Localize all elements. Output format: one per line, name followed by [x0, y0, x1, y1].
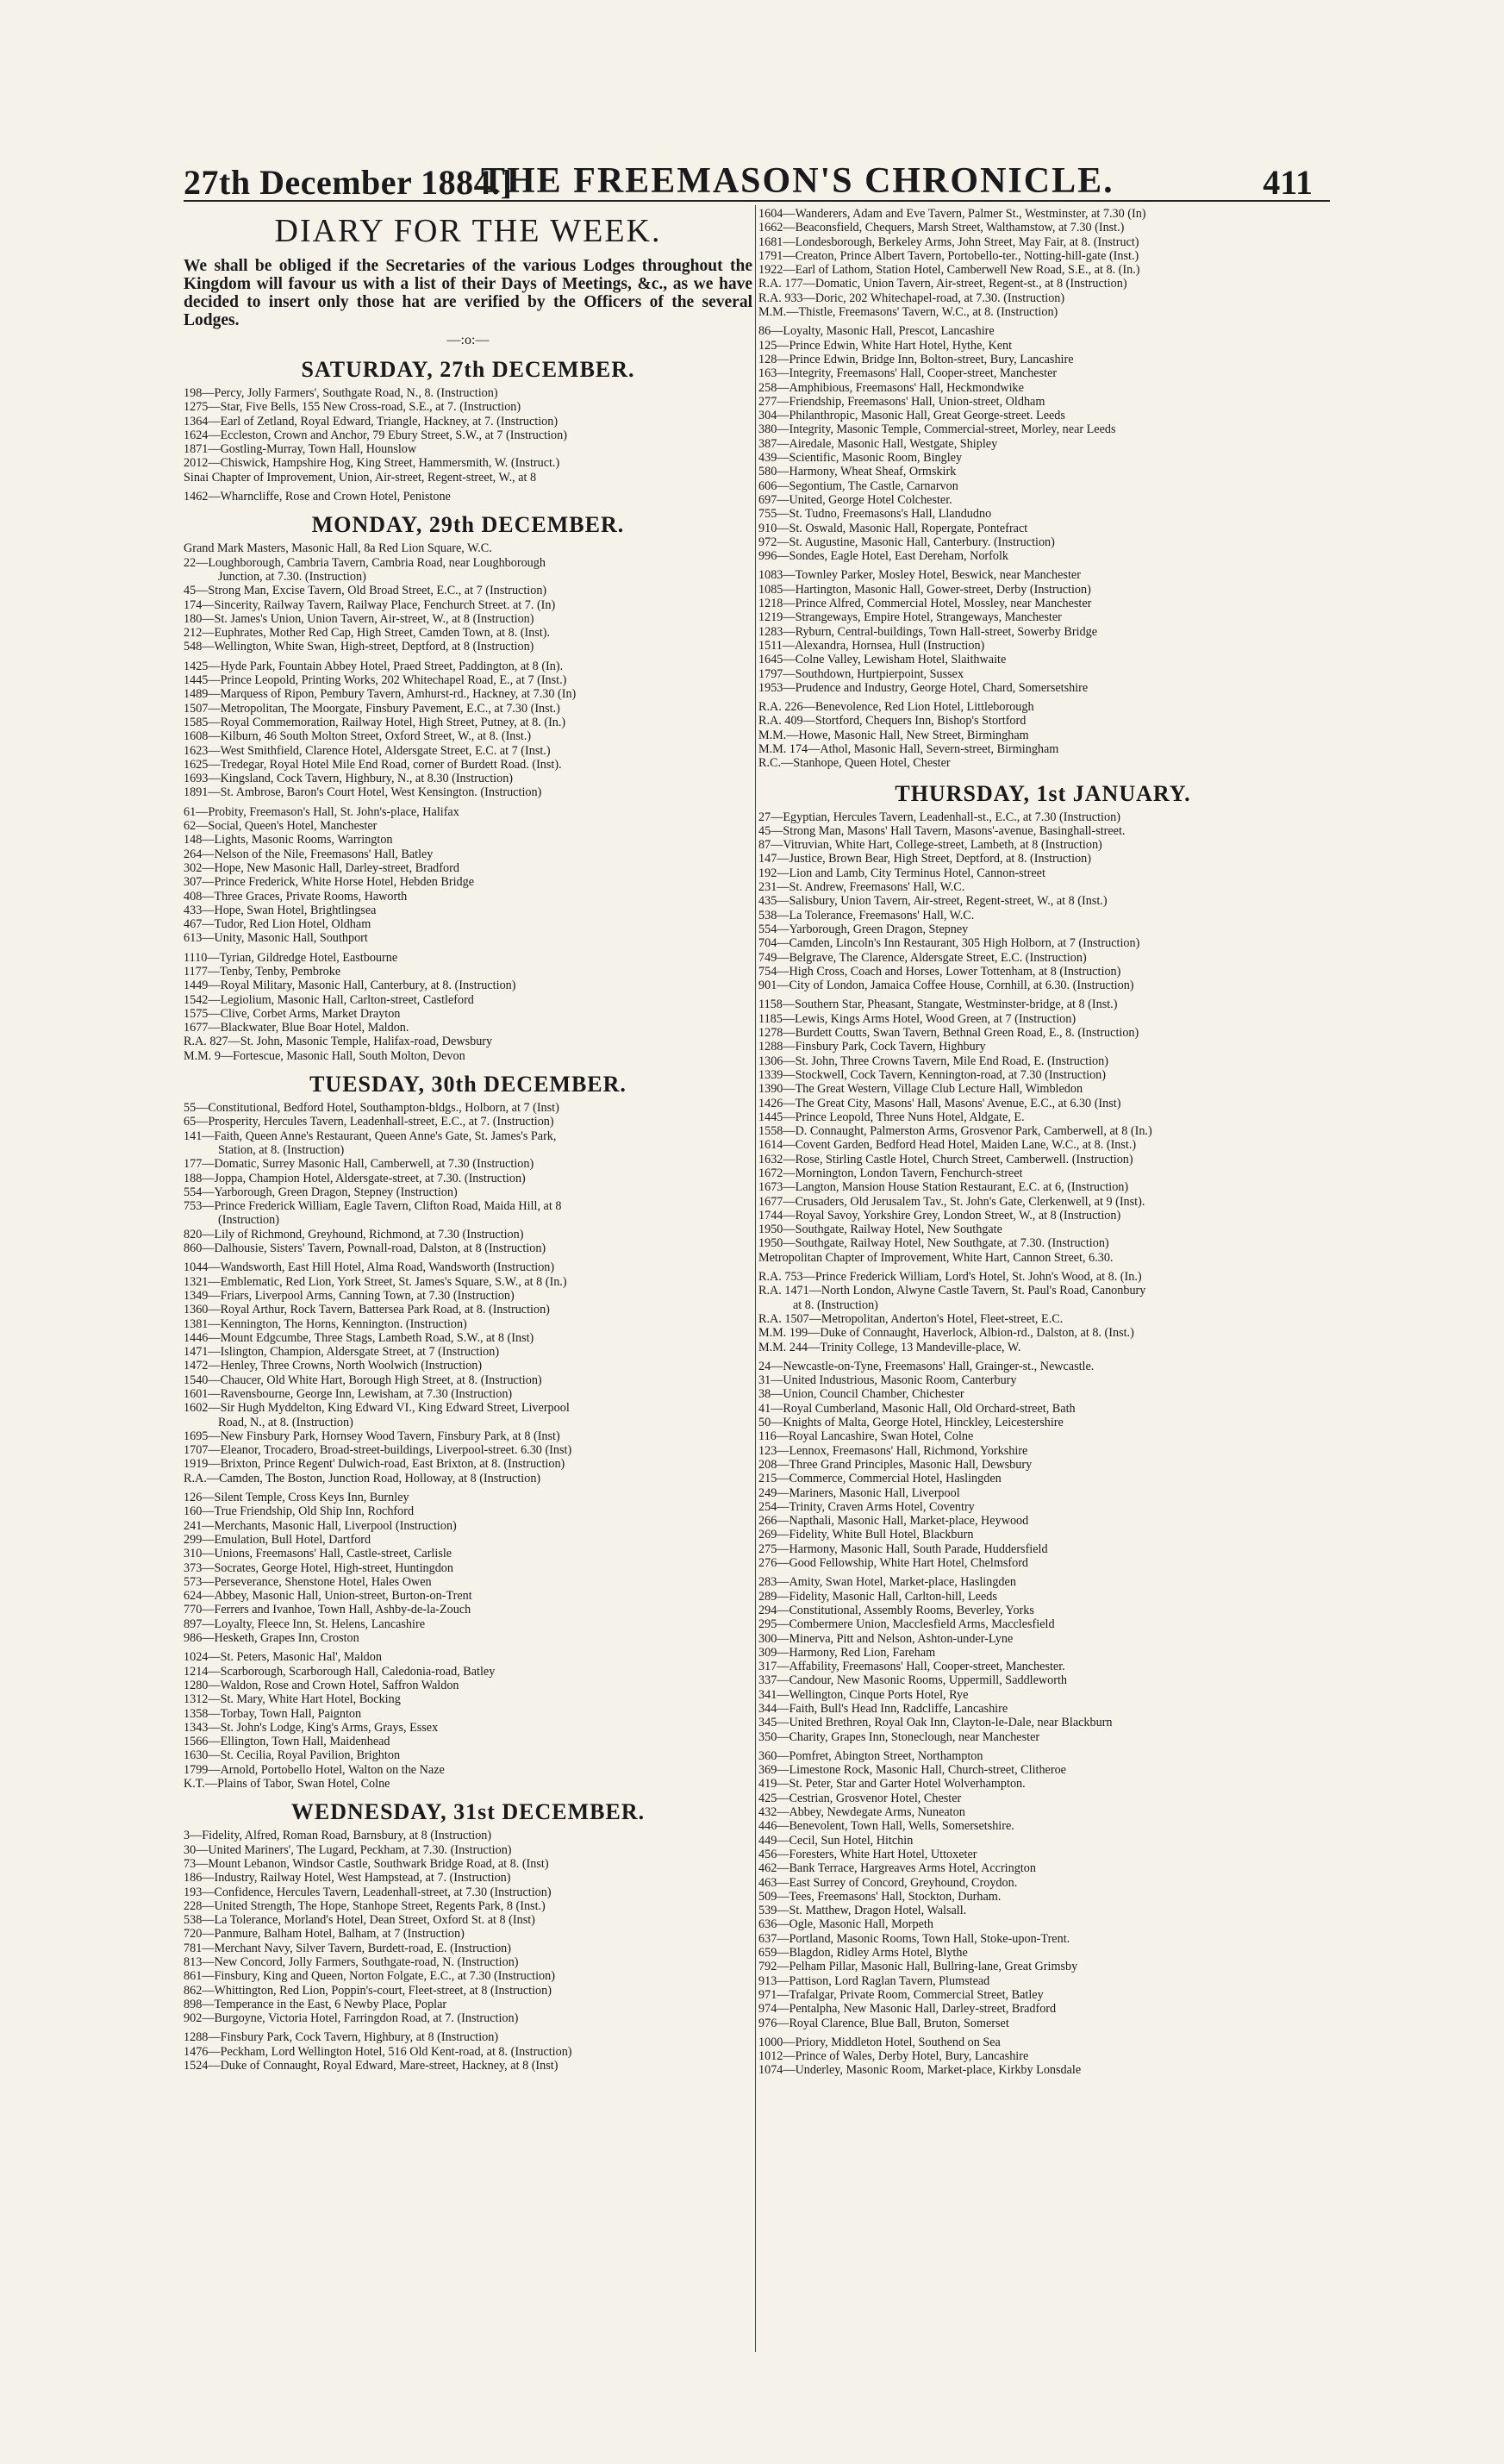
meeting-entry: 266—Napthali, Masonic Hall, Market-place, Heywood: [758, 1514, 1029, 1529]
meeting-entry: 1339—Stockwell, Cock Tavern, Kennington-road, at 7.30 (Instruction): [758, 1067, 1107, 1082]
meeting-entry: 781—Merchant Navy, Silver Tavern, Burdett-road, E. (Instruction): [184, 1941, 511, 1955]
meeting-entry: 302—Hope, New Masonic Hall, Darley-street, Bradford: [184, 860, 459, 875]
thursday-list-e: [758, 1575, 1327, 1744]
meeting-entry: 1012—Prince of Wales, Derby Hotel, Bury, Lancashire: [758, 2049, 1029, 2064]
thursday-list-c: [758, 1270, 1327, 1354]
meeting-entry: 976—Royal Clarence, Blue Ball, Bruton, Somerset: [758, 2016, 1009, 2030]
meeting-entry: 1614—Covent Garden, Bedford Head Hotel, Maiden Lane, W.C., at 8. (Inst.): [758, 1138, 1137, 1153]
monday-list-b: [184, 660, 752, 800]
meeting-entry: 350—Charity, Grapes Inn, Stoneclough, near Manchester: [758, 1729, 1040, 1744]
meeting-entry: 1601—Ravensbourne, George Inn, Lewisham, at 7.30 (Instruction): [184, 1387, 513, 1401]
meeting-entry: 1677—Blackwater, Blue Boar Hotel, Maldon.: [184, 1021, 409, 1035]
meeting-entry: 1540—Chaucer, Old White Hart, Borough High Street, at 8. (Instruction): [184, 1373, 542, 1387]
meeting-entry: 1542—Legiolium, Masonic Hall, Carlton-street, Castleford: [184, 992, 474, 1007]
meeting-entry: 538—La Tolerance, Freemasons' Hall, W.C.: [758, 908, 975, 922]
meeting-entry: 554—Yarborough, Green Dragon, Stepney: [758, 922, 969, 936]
meeting-entry: 467—Tudor, Red Lion Hotel, Oldham: [184, 917, 371, 932]
meeting-entry: 509—Tees, Freemasons' Hall, Stockton, Durham.: [758, 1889, 1002, 1904]
meeting-entry: M.M. 199—Duke of Connaught, Haverlock, Albion-rd., Dalston, at 8. (Inst.): [758, 1326, 1134, 1341]
meeting-entry: 463—East Surrey of Concord, Greyhound, Croydon.: [758, 1875, 1018, 1890]
tuesday-list-d: [184, 1650, 752, 1791]
meeting-entry: 1891—St. Ambrose, Baron's Court Hotel, West Kensington. (Instruction): [184, 785, 542, 800]
meeting-entry: 704—Camden, Lincoln's Inn Restaurant, 305 High Holborn, at 7 (Instruction): [758, 936, 1140, 951]
meeting-entry: 61—Probity, Freemason's Hall, St. John's-place, Halifax: [184, 804, 459, 819]
meeting-entry: 45—Strong Man, Excise Tavern, Old Broad Street, E.C., at 7 (Instruction): [184, 584, 547, 598]
meeting-entry: 1158—Southern Star, Pheasant, Stangate, Westminster-bridge, at 8 (Inst.): [758, 997, 1118, 1012]
meeting-entry: 1425—Hyde Park, Fountain Abbey Hotel, Praed Street, Paddington, at 8 (In).: [184, 659, 564, 673]
meeting-entry: 160—True Friendship, Old Ship Inn, Rochford: [184, 1504, 415, 1519]
meeting-entry: 1218—Prince Alfred, Commercial Hotel, Mossley, near Manchester: [758, 597, 1092, 611]
meeting-entry: 276—Good Fellowship, White Hart Hotel, Chelmsford: [758, 1556, 1029, 1571]
meeting-entry: 1511—Alexandra, Hornsea, Hull (Instruction): [758, 638, 985, 653]
meeting-entry: 289—Fidelity, Masonic Hall, Carlton-hill, Leeds: [758, 1589, 997, 1604]
meeting-entry: R.A. 827—St. John, Masonic Temple, Halifax-road, Dewsbury: [184, 1035, 493, 1049]
meeting-entry: 538—La Tolerance, Morland's Hotel, Dean Street, Oxford St. at 8 (Inst): [184, 1913, 535, 1928]
meeting-entry: 554—Yarborough, Green Dragon, Stepney (Instruction): [184, 1185, 458, 1199]
header-date: 27th December 1884.]: [184, 163, 513, 202]
meeting-entry: 1312—St. Mary, White Hart Hotel, Bocking: [184, 1692, 401, 1707]
meeting-entry: 304—Philanthropic, Masonic Hall, Great George-street. Leeds: [758, 409, 1065, 423]
meeting-entry: 1381—Kennington, The Horns, Kennington. (Instruction): [184, 1316, 467, 1331]
meeting-entry: Grand Mark Masters, Masonic Hall, 8a Red Lion Square, W.C.: [184, 541, 492, 556]
meeting-entry: 1074—Underley, Masonic Room, Market-place, Kirkby Lonsdale: [758, 2063, 1082, 2078]
meeting-entry: 433—Hope, Swan Hotel, Brightlingsea: [184, 903, 377, 917]
thursday-list-g: [758, 2036, 1327, 2078]
meeting-entry: 1558—D. Connaught, Palmerston Arms, Grosvenor Park, Camberwell, at 8 (In.): [758, 1124, 1152, 1139]
meeting-entry: Sinai Chapter of Improvement, Union, Air-street, Regent-street, W., at 8: [184, 470, 537, 485]
monday-list-c: [184, 805, 752, 946]
meeting-entry: 1472—Henley, Three Crowns, North Woolwich (Instruction): [184, 1359, 483, 1373]
meeting-entry: 749—Belgrave, The Clarence, Aldersgate Street, E.C. (Instruction): [758, 950, 1087, 965]
meeting-entry: 1695—New Finsbury Park, Hornsey Wood Tavern, Finsbury Park, at 8 (Inst): [184, 1429, 560, 1443]
page-number: 411: [1263, 163, 1313, 202]
meeting-entry: 27—Egyptian, Hercules Tavern, Leadenhall-st., E.C., at 7.30 (Instruction): [758, 810, 1120, 824]
meeting-entry: 258—Amphibious, Freemasons' Hall, Heckmondwike: [758, 380, 1024, 395]
meeting-entry: 1623—West Smithfield, Clarence Hotel, Aldersgate Street, E.C. at 7 (Inst.): [184, 743, 551, 758]
meeting-entry: 1693—Kingsland, Cock Tavern, Highbury, N., at 8.30 (Instruction): [184, 772, 514, 786]
meeting-entry: 45—Strong Man, Masons' Hall Tavern, Masons'-avenue, Basinghall-street.: [758, 823, 1126, 838]
meeting-entry: 275—Harmony, Masonic Hall, South Parade, Huddersfield: [758, 1542, 1048, 1556]
meeting-entry: 1744—Royal Savoy, Yorkshire Grey, London Street, W., at 8 (Instruction): [758, 1208, 1121, 1223]
meeting-entry: 1364—Earl of Zetland, Royal Edward, Triangle, Hackney, at 7. (Instruction): [184, 414, 559, 428]
meeting-entry: 1672—Mornington, London Tavern, Fenchurch-street: [758, 1166, 1023, 1180]
meeting-entry: 1662—Beaconsfield, Chequers, Marsh Street, Walthamstow, at 7.30 (Inst.): [758, 221, 1125, 235]
thursday-list-f: [758, 1749, 1327, 2030]
meeting-entry: 212—Euphrates, Mother Red Cap, High Street, Camden Town, at 8. (Inst).: [184, 626, 551, 641]
meeting-entry: 897—Loyalty, Fleece Inn, St. Helens, Lancashire: [184, 1617, 425, 1631]
saturday-provincial-list: [184, 490, 752, 503]
meeting-entry: 345—United Brethren, Royal Oak Inn, Clayton-le-Dale, near Blackburn: [758, 1716, 1113, 1730]
meeting-entry: 548—Wellington, White Swan, High-street, Deptford, at 8 (Instruction): [184, 640, 534, 654]
meeting-entry: 380—Integrity, Masonic Temple, Commercial-street, Morley, near Leeds: [758, 422, 1116, 437]
meeting-entry: R.A. 933—Doric, 202 Whitechapel-road, at 7.30. (Instruction): [758, 291, 1065, 305]
wednesday-list-b: [184, 2030, 752, 2073]
meeting-entry: 1177—Tenby, Tenby, Pembroke: [184, 964, 341, 979]
diary-intro: We shall be obliged if the Secretaries of the various Lodges throughout the Kingdom will favour us with a list of their Days of Meetings, &c., as we have decided to insert only those hat are verified by the Officers of the several Lodges.: [184, 257, 752, 329]
meeting-entry: 1321—Emblematic, Red Lion, York Street, St. James's Square, S.W., at 8 (In.): [184, 1274, 567, 1289]
meeting-entry: 813—New Concord, Jolly Farmers, Southgate-road, N. (Instruction): [184, 1954, 519, 1969]
meeting-entry: M.M.—Thistle, Freemasons' Tavern, W.C., at 8. (Instruction): [758, 305, 1058, 320]
meeting-entry: 294—Constitutional, Assembly Rooms, Beverley, Yorks: [758, 1603, 1034, 1617]
meeting-entry: 439—Scientific, Masonic Room, Bingley: [758, 451, 963, 466]
meeting-entry: R.A.—Camden, The Boston, Junction Road, Holloway, at 8 (Instruction): [184, 1471, 541, 1485]
meeting-entry: 41—Royal Cumberland, Masonic Hall, Old Orchard-street, Bath: [758, 1401, 1076, 1416]
meeting-entry: 1922—Earl of Lathom, Station Hotel, Camberwell New Road, S.E., at 8. (In.): [758, 263, 1140, 278]
meeting-entry: 373—Socrates, George Hotel, High-street, Huntingdon: [184, 1560, 453, 1575]
meeting-entry: 241—Merchants, Masonic Hall, Liverpool (Instruction): [184, 1518, 457, 1533]
meeting-entry: 126—Silent Temple, Cross Keys Inn, Burnley: [184, 1491, 409, 1505]
meeting-entry: 65—Prosperity, Hercules Tavern, Leadenhall-street, E.C., at 7. (Instruction): [184, 1115, 554, 1129]
meeting-entry: 1000—Priory, Middleton Hotel, Southend on Sea: [758, 2035, 1001, 2049]
meeting-entry: 249—Mariners, Masonic Hall, Liverpool: [758, 1485, 960, 1500]
tuesday-list-a: [184, 1101, 752, 1255]
meeting-entry: 360—Pomfret, Abington Street, Northampton: [758, 1748, 983, 1763]
meeting-entry: Metropolitan Chapter of Improvement, White Hart, Cannon Street, 6.30.: [758, 1250, 1114, 1265]
thursday-list-d: [758, 1360, 1327, 1570]
meeting-entry: R.A. 177—Domatic, Union Tavern, Air-street, Regent-st., at 8 (Instruction): [758, 277, 1127, 291]
meeting-entry: 295—Combermere Union, Macclesfield Arms, Macclesfield: [758, 1617, 1055, 1632]
meeting-entry: 147—Justice, Brown Bear, High Street, Deptford, at 8. (Instruction): [758, 852, 1091, 866]
meeting-entry: M.M. 9—Fortescue, Masonic Hall, South Molton, Devon: [184, 1048, 465, 1063]
monday-list-a: [184, 541, 752, 654]
meeting-entry: M.M. 174—Athol, Masonic Hall, Severn-street, Birmingham: [758, 741, 1059, 756]
meeting-entry: 1707—Eleanor, Trocadero, Broad-street-buildings, Liverpool-street. 6.30 (Inst): [184, 1443, 572, 1458]
meeting-entry: 277—Friendship, Freemasons' Hall, Union-street, Oldham: [758, 394, 1045, 409]
meeting-entry: 1306—St. John, Three Crowns Tavern, Mile End Road, E. (Instruction): [758, 1054, 1108, 1068]
publication-title: THE FREEMASON'S CHRONICLE.: [481, 161, 1114, 201]
meeting-entry: 1185—Lewis, Kings Arms Hotel, Wood Green, at 7 (Instruction): [758, 1011, 1077, 1026]
meeting-entry: 116—Royal Lancashire, Swan Hotel, Colne: [758, 1429, 974, 1444]
meeting-entry: 1919—Brixton, Prince Regent' Dulwich-road, East Brixton, at 8. (Instruction): [184, 1457, 565, 1472]
meeting-entry: 971—Trafalgar, Private Room, Commercial Street, Batley: [758, 1987, 1044, 2002]
wednesday-list-a: [184, 1829, 752, 2025]
meeting-entry: 310—Unions, Freemasons' Hall, Castle-street, Carlisle: [184, 1547, 452, 1561]
meeting-entry: 860—Dalhousie, Sisters' Tavern, Pownall-road, Dalston, at 8 (Instruction): [184, 1241, 546, 1256]
meeting-entry: 1214—Scarborough, Scarborough Hall, Caledonia-road, Batley: [184, 1664, 496, 1679]
meeting-entry: R.C.—Stanhope, Queen Hotel, Chester: [758, 756, 951, 771]
meeting-entry: 1024—St. Peters, Masonic Hal', Maldon: [184, 1650, 382, 1665]
meeting-entry: 606—Segontium, The Castle, Carnarvon: [758, 478, 958, 493]
meeting-entry: 1360—Royal Arthur, Rock Tavern, Battersea Park Road, at 8. (Instruction): [184, 1303, 550, 1317]
meeting-entry: 1630—St. Cecilia, Royal Pavilion, Brighton: [184, 1748, 401, 1763]
meeting-entry: 449—Cecil, Sun Hotel, Hitchin: [758, 1833, 914, 1848]
meeting-entry: 186—Industry, Railway Hotel, West Hampstead, at 7. (Instruction): [184, 1871, 511, 1886]
meeting-entry: 1953—Prudence and Industry, George Hotel, Chard, Somersetshire: [758, 680, 1089, 695]
meeting-entry: 1625—Tredegar, Royal Hotel Mile End Road, corner of Burdett Road. (Inst).: [184, 757, 562, 772]
meeting-entry: M.M.—Howe, Masonic Hall, New Street, Birmingham: [758, 728, 1029, 742]
meeting-entry: 163—Integrity, Freemasons' Hall, Cooper-street, Manchester: [758, 366, 1058, 381]
meeting-entry: 613—Unity, Masonic Hall, Southport: [184, 931, 368, 946]
meeting-entry: 125—Prince Edwin, White Hart Hotel, Hythe, Kent: [758, 338, 1013, 353]
wednesday-list-c: [758, 207, 1327, 319]
meeting-entry: 539—St. Matthew, Dragon Hotel, Walsall.: [758, 1904, 967, 1918]
meeting-entry: 1446—Mount Edgcumbe, Three Stags, Lambeth Road, S.W., at 8 (Inst): [184, 1330, 534, 1345]
meeting-entry: 861—Finsbury, King and Queen, Norton Folgate, E.C., at 7.30 (Instruction): [184, 1969, 555, 1984]
meeting-entry: 1085—Hartington, Masonic Hall, Gower-street, Derby (Instruction): [758, 582, 1091, 597]
meeting-entry: 38—Union, Council Chamber, Chichester: [758, 1387, 964, 1402]
meeting-entry: (Instruction): [218, 1213, 279, 1228]
meeting-entry: 50—Knights of Malta, George Hotel, Hinckley, Leicestershire: [758, 1416, 1064, 1430]
meeting-entry: 902—Burgoyne, Victoria Hotel, Farringdon Road, at 7. (Instruction): [184, 2011, 519, 2026]
meeting-entry: 208—Three Grand Principles, Masonic Hall, Dewsbury: [758, 1457, 1033, 1472]
meeting-entry: 820—Lily of Richmond, Greyhound, Richmond, at 7.30 (Instruction): [184, 1227, 524, 1241]
meeting-entry: K.T.—Plains of Tabor, Swan Hotel, Colne: [184, 1777, 390, 1792]
meeting-entry: 1624—Eccleston, Crown and Anchor, 79 Ebury Street, S.W., at 7 (Instruction): [184, 428, 567, 442]
wednesday-list-d: [758, 324, 1327, 563]
meeting-entry: R.A. 753—Prince Frederick William, Lord's Hotel, St. John's Wood, at 8. (In.): [758, 1270, 1142, 1285]
monday-list-d: [184, 951, 752, 1063]
meeting-entry: 1681—Londesborough, Berkeley Arms, John Street, May Fair, at 8. (Instruct): [758, 235, 1139, 249]
meeting-entry: 1288—Finsbury Park, Cock Tavern, Highbury, at 8 (Instruction): [184, 2030, 499, 2045]
meeting-entry: 269—Fidelity, White Bull Hotel, Blackburn: [758, 1528, 974, 1542]
day-heading-monday: MONDAY, 29th DECEMBER.: [311, 512, 625, 538]
meeting-entry: 1604—Wanderers, Adam and Eve Tavern, Palmer St., Westminster, at 7.30 (In): [758, 207, 1146, 221]
meeting-entry: 283—Amity, Swan Hotel, Market-place, Haslingden: [758, 1575, 1016, 1590]
meeting-entry: 435—Salisbury, Union Tavern, Air-street, Regent-street, W., at 8 (Inst.): [758, 894, 1108, 909]
meeting-entry: 1426—The Great City, Masons' Hall, Masons' Avenue, E.C., at 6.30 (Inst): [758, 1096, 1121, 1110]
meeting-entry: 913—Pattison, Lord Raglan Tavern, Plumstead: [758, 1973, 990, 1988]
meeting-entry: 1471—Islington, Champion, Aldersgate Street, at 7 (Instruction): [184, 1345, 500, 1360]
meeting-entry: 86—Loyalty, Masonic Hall, Prescot, Lancashire: [758, 324, 995, 339]
meeting-entry: 337—Candour, New Masonic Rooms, Uppermill, Saddleworth: [758, 1673, 1068, 1688]
thursday-list-b: [758, 997, 1327, 1265]
meeting-entry: 901—City of London, Jamaica Coffee House, Cornhill, at 6.30. (Instruction): [758, 979, 1134, 993]
meeting-entry: 300—Minerva, Pitt and Nelson, Ashton-under-Lyne: [758, 1631, 1014, 1646]
meeting-entry: 1280—Waldon, Rose and Crown Hotel, Saffron Waldon: [184, 1678, 459, 1692]
wednesday-list-f: [758, 700, 1327, 770]
wednesday-list-e: [758, 568, 1327, 695]
meeting-entry: 408—Three Graces, Private Rooms, Haworth: [184, 889, 408, 904]
meeting-entry: 231—St. Andrew, Freemasons' Hall, W.C.: [758, 880, 965, 895]
page-header: [184, 155, 1330, 207]
meeting-entry: 624—Abbey, Masonic Hall, Union-street, Burton-on-Trent: [184, 1589, 472, 1604]
meeting-entry: 1358—Torbay, Town Hall, Paignton: [184, 1706, 362, 1721]
meeting-entry: 910—St. Oswald, Masonic Hall, Ropergate, Pontefract: [758, 521, 1028, 535]
meeting-entry: 974—Pentalpha, New Masonic Hall, Darley-street, Bradford: [758, 2002, 1057, 2017]
meeting-entry: 341—Wellington, Cinque Ports Hotel, Rye: [758, 1687, 969, 1702]
meeting-entry: R.A. 409—Stortford, Chequers Inn, Bishop's Stortford: [758, 714, 1027, 729]
meeting-entry: 30—United Mariners', The Lugard, Peckham, at 7.30. (Instruction): [184, 1842, 512, 1857]
meeting-entry: 3—Fidelity, Alfred, Roman Road, Barnsbury, at 8 (Instruction): [184, 1829, 492, 1843]
meeting-entry: 177—Domatic, Surrey Masonic Hall, Camberwell, at 7.30 (Instruction): [184, 1157, 534, 1172]
meeting-entry: 1602—Sir Hugh Myddelton, King Edward VI., King Edward Street, Liverpool: [184, 1401, 570, 1416]
meeting-entry: Road, N., at 8. (Instruction): [218, 1415, 353, 1429]
meeting-entry: 307—Prince Frederick, White Horse Hotel, Hebden Bridge: [184, 875, 474, 890]
meeting-entry: 1462—Wharncliffe, Rose and Crown Hotel, Penistone: [184, 490, 451, 504]
meeting-entry: 188—Joppa, Champion Hotel, Aldersgate-street, at 7.30. (Instruction): [184, 1171, 526, 1185]
thursday-list-a: [758, 810, 1327, 993]
meeting-entry: 299—Emulation, Bull Hotel, Dartford: [184, 1532, 371, 1547]
meeting-entry: 1645—Colne Valley, Lewisham Hotel, Slaithwaite: [758, 653, 1007, 667]
column-divider: [755, 205, 756, 2352]
meeting-entry: 1288—Finsbury Park, Cock Tavern, Highbury: [758, 1040, 986, 1054]
meeting-entry: 180—St. James's Union, Union Tavern, Air-street, W., at 8 (Instruction): [184, 611, 534, 626]
meeting-entry: 986—Hesketh, Grapes Inn, Croston: [184, 1631, 359, 1646]
meeting-entry: 770—Ferrers and Ivanhoe, Town Hall, Ashby-de-la-Zouch: [184, 1603, 471, 1617]
tuesday-list-c: [184, 1491, 752, 1645]
meeting-entry: 1044—Wandsworth, East Hill Hotel, Alma Road, Wandsworth (Instruction): [184, 1260, 555, 1275]
meeting-entry: 432—Abbey, Newdegate Arms, Nuneaton: [758, 1805, 965, 1820]
meeting-entry: 1799—Arnold, Portobello Hotel, Walton on the Naze: [184, 1762, 445, 1777]
meeting-entry: 1476—Peckham, Lord Wellington Hotel, 516 Old Kent-road, at 8. (Instruction): [184, 2044, 572, 2059]
meeting-entry: 73—Mount Lebanon, Windsor Castle, Southwark Bridge Road, at 8. (Inst): [184, 1856, 549, 1871]
meeting-entry: 148—Lights, Masonic Rooms, Warrington: [184, 833, 393, 847]
meeting-entry: 1507—Metropolitan, The Moorgate, Finsbury Pavement, E.C., at 7.30 (Inst.): [184, 701, 560, 716]
meeting-entry: 193—Confidence, Hercules Tavern, Leadenhall-street, at 7.30 (Instruction): [184, 1885, 552, 1899]
meeting-entry: 1449—Royal Military, Masonic Hall, Canterbury, at 8. (Instruction): [184, 979, 516, 993]
meeting-entry: 1275—Star, Five Bells, 155 New Cross-road, S.E., at 7. (Instruction): [184, 400, 521, 415]
meeting-entry: 174—Sincerity, Railway Tavern, Railway Place, Fenchurch Street. at 7. (In): [184, 597, 556, 612]
meeting-entry: Station, at 8. (Instruction): [218, 1142, 345, 1157]
meeting-entry: 1283—Ryburn, Central-buildings, Town Hall-street, Sowerby Bridge: [758, 624, 1098, 639]
meeting-entry: 317—Affability, Freemasons' Hall, Cooper-street, Manchester.: [758, 1660, 1065, 1674]
meeting-entry: 228—United Strength, The Hope, Stanhope Street, Regents Park, 8 (Inst.): [184, 1898, 546, 1913]
meeting-entry: 1673—Langton, Mansion House Station Restaurant, E.C. at 6, (Instruction): [758, 1180, 1129, 1195]
header-rule: [184, 200, 1330, 202]
meeting-entry: 425—Cestrian, Grosvenor Hotel, Chester: [758, 1791, 962, 1805]
meeting-entry: 1566—Ellington, Town Hall, Maidenhead: [184, 1735, 390, 1749]
meeting-entry: 24—Newcastle-on-Tyne, Freemasons' Hall, Grainger-st., Newcastle.: [758, 1359, 1095, 1373]
day-heading-tuesday: TUESDAY, 30th DECEMBER.: [309, 1072, 627, 1098]
meeting-entry: 1278—Burdett Coutts, Swan Tavern, Bethnal Green Road, E., 8. (Instruction): [758, 1026, 1139, 1041]
day-heading-thursday: THURSDAY, 1st JANUARY.: [895, 780, 1191, 806]
meeting-entry: 1797—Southdown, Hurtpierpoint, Sussex: [758, 666, 964, 681]
meeting-entry: 141—Faith, Queen Anne's Restaurant, Queen Anne's Gate, St. James's Park,: [184, 1129, 557, 1143]
right-column: [758, 207, 1327, 2354]
day-heading-wednesday: WEDNESDAY, 31st DECEMBER.: [290, 1799, 646, 1825]
meeting-entry: 87—Vitruvian, White Hart, College-street, Lambeth, at 8 (Instruction): [758, 838, 1102, 853]
meeting-entry: 1608—Kilburn, 46 South Molton Street, Oxford Street, W., at 8. (Inst.): [184, 729, 532, 744]
meeting-entry: 387—Airedale, Masonic Hall, Westgate, Shipley: [758, 436, 998, 451]
meeting-entry: 123—Lennox, Freemasons' Hall, Richmond, Yorkshire: [758, 1443, 1028, 1458]
meeting-entry: 1489—Marquess of Ripon, Pembury Tavern, Amhurst-rd., Hackney, at 7.30 (In): [184, 687, 577, 702]
day-heading-saturday: SATURDAY, 27th DECEMBER.: [301, 357, 635, 382]
saturday-london-list: [184, 386, 752, 485]
meeting-entry: 419—St. Peter, Star and Garter Hotel Wolverhampton.: [758, 1777, 1026, 1792]
meeting-entry: 637—Portland, Masonic Rooms, Town Hall, Stoke-upon-Trent.: [758, 1931, 1070, 1946]
meeting-entry: 753—Prince Frederick William, Eagle Tavern, Clifton Road, Maida Hill, at 8: [184, 1199, 562, 1214]
meeting-entry: 720—Panmure, Balham Hotel, Balham, at 7 (Instruction): [184, 1927, 465, 1942]
meeting-entry: 309—Harmony, Red Lion, Fareham: [758, 1645, 936, 1660]
meeting-entry: 1791—Creaton, Prince Albert Tavern, Portobello-ter., Notting-hill-gate (Inst.): [758, 248, 1139, 263]
meeting-entry: 456—Foresters, White Hart Hotel, Uttoxeter: [758, 1847, 977, 1861]
left-column: [184, 207, 752, 2354]
meeting-entry: R.A. 1507—Metropolitan, Anderton's Hotel, Fleet-street, E.C.: [758, 1311, 1064, 1326]
meeting-entry: 62—Social, Queen's Hotel, Manchester: [184, 819, 378, 834]
meeting-entry: 369—Limestone Rock, Masonic Hall, Church-street, Clitheroe: [758, 1763, 1066, 1778]
meeting-entry: 636—Ogle, Masonic Hall, Morpeth: [758, 1917, 933, 1932]
meeting-entry: 1632—Rose, Stirling Castle Hotel, Church Street, Camberwell. (Instruction): [758, 1152, 1133, 1166]
meeting-entry: 898—Temperance in the East, 6 Newby Place, Poplar: [184, 1997, 447, 2011]
meeting-entry: 1445—Prince Leopold, Three Nuns Hotel, Aldgate, E.: [758, 1110, 1025, 1124]
meeting-entry: 446—Benevolent, Town Hall, Wells, Somersetshire.: [758, 1819, 1014, 1834]
meeting-entry: 1445—Prince Leopold, Printing Works, 202 Whitechapel Road, E., at 7 (Inst.): [184, 673, 567, 688]
meeting-entry: 1390—The Great Western, Village Club Lecture Hall, Wimbledon: [758, 1082, 1083, 1097]
intro-separator: —:o:—: [446, 333, 490, 347]
meeting-entry: 215—Commerce, Commercial Hotel, Haslingden: [758, 1472, 1002, 1486]
meeting-entry: M.M. 244—Trinity College, 13 Mandeville-place, W.: [758, 1340, 1021, 1354]
meeting-entry: 344—Faith, Bull's Head Inn, Radcliffe, Lancashire: [758, 1701, 1008, 1716]
meeting-entry: 1677—Crusaders, Old Jerusalem Tav., St. John's Gate, Clerkenwell, at 9 (Inst).: [758, 1194, 1145, 1209]
meeting-entry: 862—Whittington, Red Lion, Poppin's-court, Fleet-street, at 8 (Instruction): [184, 1983, 552, 1998]
meeting-entry: 55—Constitutional, Bedford Hotel, Southampton-bldgs., Holborn, at 7 (Inst): [184, 1101, 559, 1116]
meeting-entry: 1950—Southgate, Railway Hotel, New Southgate, at 7.30. (Instruction): [758, 1236, 1109, 1251]
diary-title: DIARY FOR THE WEEK.: [274, 213, 662, 249]
meeting-entry: 192—Lion and Lamb, City Terminus Hotel, Cannon-street: [758, 866, 1045, 880]
meeting-entry: 659—Blagdon, Ridley Arms Hotel, Blythe: [758, 1946, 968, 1961]
meeting-entry: 755—St. Tudno, Freemasons's Hall, Llandudno: [758, 507, 992, 522]
meeting-entry: 1343—St. John's Lodge, King's Arms, Grays, Essex: [184, 1720, 439, 1735]
meeting-entry: 573—Perseverance, Shenstone Hotel, Hales Owen: [184, 1574, 432, 1589]
meeting-entry: 1083—Townley Parker, Mosley Hotel, Beswick, near Manchester: [758, 568, 1081, 583]
meeting-entry: 1950—Southgate, Railway Hotel, New Southgate: [758, 1223, 1002, 1237]
meeting-entry: R.A. 226—Benevolence, Red Lion Hotel, Littleborough: [758, 700, 1034, 715]
meeting-entry: 1585—Royal Commemoration, Railway Hotel, High Street, Putney, at 8. (In.): [184, 715, 566, 729]
meeting-entry: 697—United, George Hotel Colchester.: [758, 492, 952, 507]
meeting-entry: at 8. (Instruction): [793, 1298, 878, 1312]
meeting-entry: 1575—Clive, Corbet Arms, Market Drayton: [184, 1006, 401, 1021]
meeting-entry: 264—Nelson of the Nile, Freemasons' Hall, Batley: [184, 847, 434, 861]
meeting-entry: 1349—Friars, Liverpool Arms, Canning Town, at 7.30 (Instruction): [184, 1288, 515, 1303]
meeting-entry: 462—Bank Terrace, Hargreaves Arms Hotel, Accrington: [758, 1861, 1036, 1876]
meeting-entry: 22—Loughborough, Cambria Tavern, Cambria Road, near Loughborough: [184, 555, 546, 570]
meeting-entry: R.A. 1471—North London, Alwyne Castle Tavern, St. Paul's Road, Canonbury: [758, 1284, 1146, 1298]
meeting-entry: 1871—Gostling-Murray, Town Hall, Hounslow: [184, 442, 417, 457]
meeting-entry: 128—Prince Edwin, Bridge Inn, Bolton-street, Bury, Lancashire: [758, 352, 1074, 366]
meeting-entry: 31—United Industrious, Masonic Room, Canterbury: [758, 1373, 1017, 1388]
meeting-entry: 580—Harmony, Wheat Sheaf, Ormskirk: [758, 465, 957, 479]
meeting-entry: Junction, at 7.30. (Instruction): [218, 569, 366, 584]
meeting-entry: 754—High Cross, Coach and Horses, Lower Tottenham, at 8 (Instruction): [758, 964, 1121, 979]
meeting-entry: 972—St. Augustine, Masonic Hall, Canterbury. (Instruction): [758, 535, 1055, 549]
tuesday-list-b: [184, 1260, 752, 1485]
meeting-entry: 996—Sondes, Eagle Hotel, East Dereham, Norfolk: [758, 549, 1008, 564]
meeting-entry: 1524—Duke of Connaught, Royal Edward, Mare-street, Hackney, at 8 (Inst): [184, 2059, 559, 2073]
meeting-entry: 198—Percy, Jolly Farmers', Southgate Road, N., 8. (Instruction): [184, 386, 498, 400]
meeting-entry: 792—Pelham Pillar, Masonic Hall, Bullring-lane, Great Grimsby: [758, 1960, 1078, 1974]
meeting-entry: 1110—Tyrian, Gildredge Hotel, Eastbourne: [184, 950, 398, 965]
meeting-entry: 254—Trinity, Craven Arms Hotel, Coventry: [758, 1499, 975, 1514]
meeting-entry: 2012—Chiswick, Hampshire Hog, King Street, Hammersmith, W. (Instruct.): [184, 456, 560, 471]
meeting-entry: 1219—Strangeways, Empire Hotel, Strangeways, Manchester: [758, 610, 1062, 625]
